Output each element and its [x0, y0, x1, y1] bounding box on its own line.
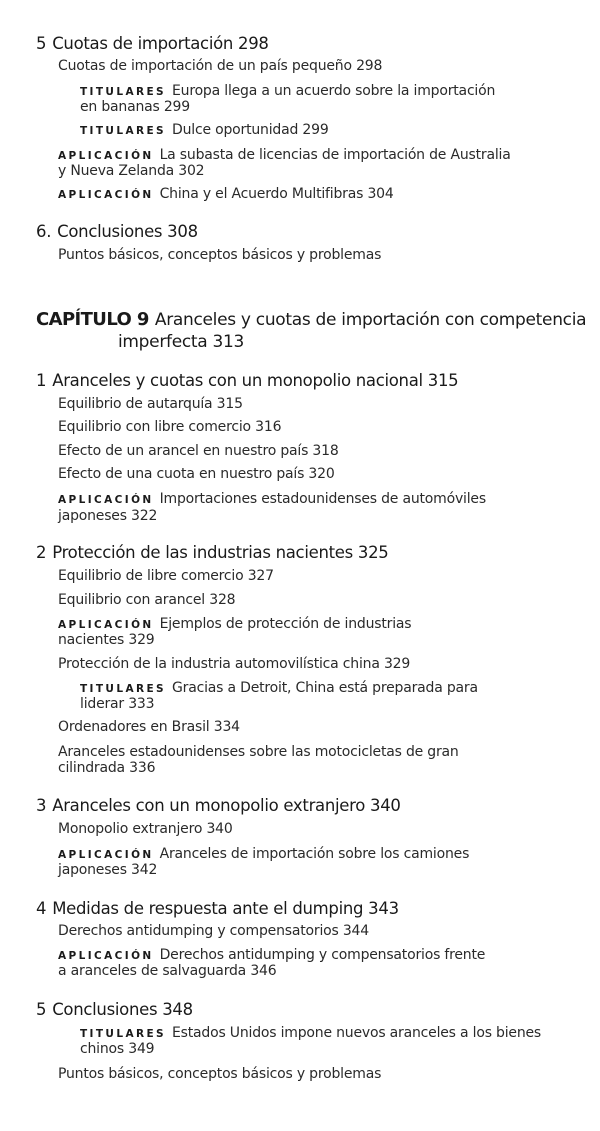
aplicacion-entry [58, 147, 511, 163]
section-heading [36, 222, 198, 241]
entry-continuation: chinos 349 [80, 1041, 155, 1057]
section-heading [36, 34, 269, 53]
entry-continuation: en bananas 299 [80, 99, 190, 115]
chapter-title: Aranceles y cuotas de importación con competencia [154, 310, 587, 330]
chapter-title-continuation: imperfecta 313 [118, 332, 245, 352]
entry-text: Dulce oportunidad 299 [172, 122, 329, 138]
section-number: 3 [36, 796, 47, 815]
entry-continuation: a aranceles de salvaguarda 346 [58, 963, 277, 979]
entry-text: Derechos antidumping y compensatorios frente [159, 947, 486, 963]
chapter-heading [36, 309, 586, 330]
toc-entry: Equilibrio con libre comercio 316 [58, 419, 282, 435]
entry-text: Ejemplos de protección de industrias [159, 616, 412, 632]
entry-continuation: y Nueva Zelanda 302 [58, 163, 205, 179]
entry-text: Europa llega a un acuerdo sobre la importación [172, 83, 496, 99]
entry-text: Aranceles de importación sobre los camiones [159, 846, 470, 862]
toc-entry: Equilibrio de autarquía 315 [58, 396, 243, 412]
entry-text: Importaciones estadounidenses de automóviles [159, 491, 486, 507]
titulares-tag: TITULARES [80, 125, 166, 137]
aplicacion-entry [58, 491, 486, 507]
section-number: 2 [36, 543, 47, 562]
aplicacion-tag: APLICACIÓN [58, 619, 154, 631]
aplicacion-tag: APLICACIÓN [58, 494, 154, 506]
titulares-tag: TITULARES [80, 86, 166, 98]
section-title: Aranceles y cuotas con un monopolio nacional 315 [52, 371, 459, 390]
toc-entry: Monopolio extranjero 340 [58, 821, 233, 837]
section-heading [36, 899, 399, 918]
section-title: Aranceles con un monopolio extranjero 340 [52, 796, 401, 815]
aplicacion-tag: APLICACIÓN [58, 950, 154, 962]
toc-entry: Derechos antidumping y compensatorios 344 [58, 923, 369, 939]
toc-entry: Equilibrio con arancel 328 [58, 592, 236, 608]
section-title: Cuotas de importación 298 [52, 34, 269, 53]
aplicacion-entry [58, 616, 411, 632]
aplicacion-tag: APLICACIÓN [58, 849, 154, 861]
section-number: 4 [36, 899, 47, 918]
section-title: Conclusiones 348 [52, 1000, 193, 1019]
toc-entry: Aranceles estadounidenses sobre las motocicletas de gran [58, 744, 459, 760]
entry-text: China y el Acuerdo Multifibras 304 [159, 186, 394, 202]
titulares-entry [80, 122, 329, 138]
entry-text: Gracias a Detroit, China está preparada para [172, 680, 478, 696]
toc-entry: Equilibrio de libre comercio 327 [58, 568, 274, 584]
chapter-label: CAPÍTULO 9 [36, 309, 149, 330]
toc-entry: Efecto de una cuota en nuestro país 320 [58, 466, 335, 482]
aplicacion-tag: APLICACIÓN [58, 189, 154, 201]
section-number: 5 [36, 34, 47, 53]
section-title: Conclusiones 308 [57, 222, 198, 241]
section-number: 1 [36, 371, 47, 390]
section-heading [36, 1000, 193, 1019]
aplicacion-entry [58, 947, 485, 963]
entry-continuation: liderar 333 [80, 696, 155, 712]
titulares-entry [80, 1025, 541, 1041]
section-title: Medidas de respuesta ante el dumping 343 [52, 899, 399, 918]
entry-continuation: cilindrada 336 [58, 760, 156, 776]
entry-text: La subasta de licencias de importación de Australia [159, 147, 511, 163]
titulares-entry [80, 83, 495, 99]
toc-entry: Ordenadores en Brasil 334 [58, 719, 240, 735]
section-heading [36, 543, 388, 562]
titulares-entry [80, 680, 478, 696]
section-number: 5 [36, 1000, 47, 1019]
titulares-tag: TITULARES [80, 1028, 166, 1040]
toc-entry: Cuotas de importación de un país pequeño 298 [58, 58, 383, 74]
section-heading [36, 796, 401, 815]
section-title: Protección de las industrias nacientes 325 [52, 543, 389, 562]
toc-entry: Puntos básicos, conceptos básicos y problemas [58, 1066, 382, 1082]
aplicacion-entry [58, 186, 394, 202]
aplicacion-entry [58, 846, 469, 862]
entry-continuation: nacientes 329 [58, 632, 155, 648]
entry-text: Estados Unidos impone nuevos aranceles a los bienes [172, 1025, 542, 1041]
toc-entry: Efecto de un arancel en nuestro país 318 [58, 443, 339, 459]
section-heading [36, 371, 458, 390]
section-number: 6. [36, 222, 52, 241]
entry-continuation: japoneses 342 [58, 862, 158, 878]
toc-entry: Puntos básicos, conceptos básicos y problemas [58, 247, 382, 263]
titulares-tag: TITULARES [80, 683, 166, 695]
entry-continuation: japoneses 322 [58, 508, 158, 524]
aplicacion-tag: APLICACIÓN [58, 150, 154, 162]
toc-entry: Protección de la industria automovilística china 329 [58, 656, 411, 672]
